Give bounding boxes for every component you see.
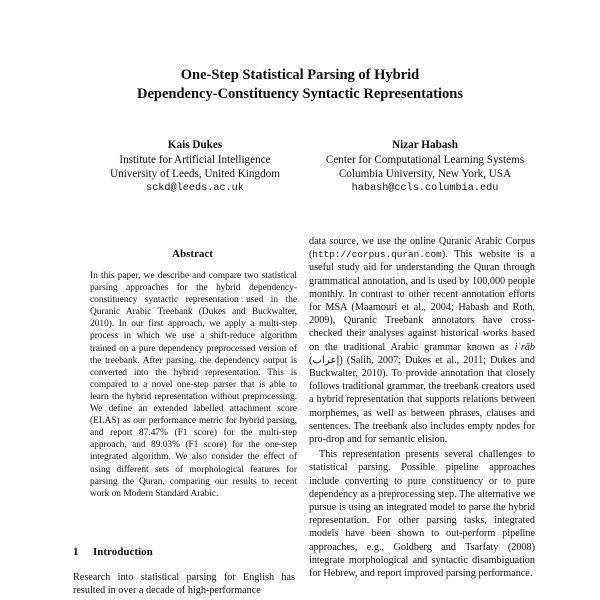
paragraph [309, 235, 535, 446]
text-run: ). This website is a useful study aid for understanding the Quran through grammatical annotation, and is used by 100,000 people monthly. In contrast to other recent annotation efforts for MSA (Maamouri et al., 2004; Habash and Roth, 2009), Quranic Treebank annotators have cross-checked their analyses against historical works based on the traditional Arabic grammar known as [309, 249, 535, 353]
paragraph: This representation presents several challenges to statistical parsing. Possible pipeline approaches include converting to pure constituency or to pure dependency as a preprocessing step. The alternative we pursue is using an integrated model to parse the hybrid representation. For other parsing tasks, integrated models have been shown to out-perform pipeline approaches, e.g., Goldberg and Tsarfaty (2008) integrate morphological and syntactic disambiguation for Hebrew, and report improved parsing performance. [309, 449, 535, 580]
author-affiliation: University of Leeds, United Kingdom [110, 168, 280, 180]
author-affiliation: Center for Computational Learning Systems [325, 153, 525, 166]
section-heading [73, 546, 153, 558]
author-name: Nizar Habash [392, 139, 458, 151]
section-title: Introduction [93, 546, 153, 558]
author-name: Kais Dukes [167, 139, 223, 151]
introduction-text: Research into statistical parsing for English has resulted in over a decade of high-performance [73, 572, 295, 597]
title-line-1: One-Step Statistical Parsing of Hybrid [180, 67, 420, 83]
corpus-link[interactable]: http://corpus.quran.com [312, 249, 442, 261]
right-column-text [309, 235, 535, 580]
title-line-2: Dependency-Constituency Syntactic Representations [137, 86, 463, 102]
arabic-term: iʿrāb [514, 341, 535, 353]
author-affiliation: Columbia University, New York, USA [338, 168, 512, 180]
section-number: 1 [73, 546, 79, 558]
author-block-1 [80, 138, 310, 196]
text-run: data source, we use the online Quranic Arabic Corpus ( [309, 236, 535, 261]
author-email: habash@ccls.columbia.edu [351, 182, 499, 194]
author-email: sckd@leeds.ac.uk [146, 182, 244, 194]
text-run: (إعراب) (Salih, 2007; Dukes et al., 2011; Dukes and Buckwalter, 2010). To provide annotation that closely follows traditional grammar, the treebank creators used a hybrid representation that supports relations between morphemes, as well as between phrases, clauses and sentences. The treebank also includes empty nodes for pro-drop and for semantic elision. [309, 354, 535, 446]
abstract-text: In this paper, we describe and compare two statistical parsing approaches for the hybrid dependency-constituency syntactic representation used in the Quranic Arabic Treebank (Dukes and Buckwalter, 2010). In our first approach, we apply a multi-step process in which we use a shift-reduce algorithm trained on a pure dependency preprocessed version of the treebank. After parsing, the dependency output is converted into the hybrid representation. This is compared to a novel one-step parser that is able to learn the hybrid representation without preprocessing. We define an extended labelled attachment score (ELAS) as our performance metric for hybrid parsing, and report 87.47% (F1 score) for the multi-step approach, and 89.03% (F1 score) for the one-step integrated algorithm. We also consider the effect of using different sets of morphological features for parsing the Quran, comparing our results to recent work on Modern Standard Arabic. [90, 271, 297, 499]
paper-title [0, 66, 600, 104]
author-affiliation: Institute for Artificial Intelligence [119, 153, 271, 166]
abstract-heading: Abstract [172, 248, 213, 260]
author-block-2 [300, 138, 550, 196]
